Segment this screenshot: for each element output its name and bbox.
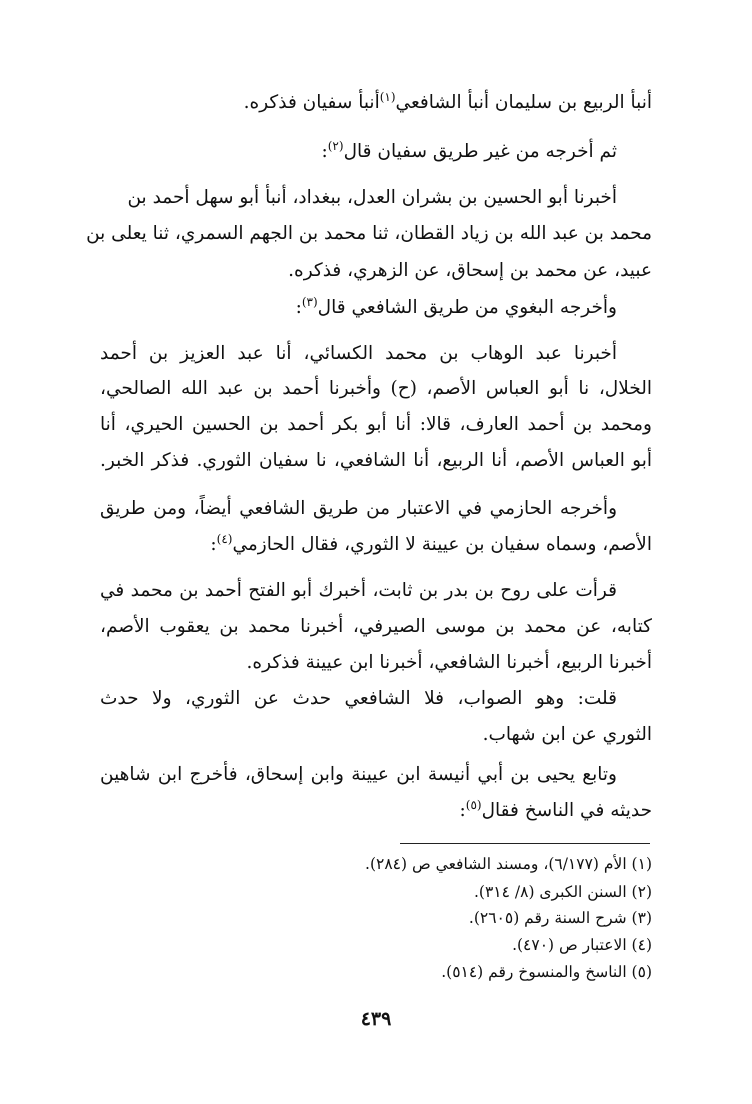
footnote-ref-3: (٣)	[301, 294, 318, 309]
text-line-9	[100, 410, 652, 440]
text-line-12-main: الأصم، وسماه سفيان بن عيينة لا الثوري، فقال الحازمي	[232, 534, 652, 555]
footnote-ref-5: (٥)	[465, 797, 482, 812]
text-line-15	[100, 648, 652, 678]
text-line-10-main: أبو العباس الأصم، أنا الربيع، أنا الشافعي، نا سفيان الثوري. فذكر الخبر.	[100, 450, 652, 471]
text-line-6-main: وأخرجه البغوي من طريق الشافعي قال	[317, 297, 617, 318]
footnote-ref-2: (٢)	[327, 138, 344, 153]
text-line-8-main: الخلال، نا أبو العباس الأصم، (ح) وأخبرنا أحمد بن عبد الله الصالحي،	[100, 378, 652, 399]
text-line-11	[100, 494, 617, 524]
text-line-18-main: وتابع يحيى بن أبي أنيسة ابن عيينة وابن إسحاق، فأخرج ابن شاهين	[100, 764, 617, 785]
footnote-4: (٤) الاعتبار ص (٤٧٠).	[512, 936, 652, 954]
text-line-12	[100, 530, 652, 560]
footnote-1: (١) الأم (٦/١٧٧)، ومسند الشافعي ص (٢٨٤).	[365, 855, 652, 873]
footnote-separator	[400, 843, 650, 844]
text-line-4-main: محمد بن عبد الله بن زياد القطان، ثنا محمد بن الجهم السمري، ثنا يعلى بن	[86, 223, 652, 244]
text-line-19	[100, 796, 652, 826]
text-line-5-main: عبيد، عن محمد بن إسحاق، عن الزهري، فذكره.	[288, 260, 652, 281]
text-line-19-main: حديثه في الناسخ فقال	[481, 800, 652, 821]
footnote-5: (٥) الناسخ والمنسوخ رقم (٥١٤).	[441, 963, 652, 981]
text-line-19-tail: :	[459, 800, 466, 821]
text-line-16	[100, 684, 617, 714]
text-line-1	[100, 88, 652, 118]
text-line-7	[100, 339, 617, 369]
text-line-9-main: ومحمد بن أحمد العارف، قالا: أنا أبو بكر أحمد بن الحسين الحيري، أنا	[100, 414, 652, 435]
footnote-ref-4: (٤)	[216, 531, 233, 546]
text-line-6	[100, 293, 617, 323]
footnote-ref-1: (١)	[379, 89, 396, 104]
text-line-17	[100, 720, 652, 750]
text-line-10	[100, 446, 652, 476]
text-line-18	[100, 760, 617, 790]
text-line-17-main: الثوري عن ابن شهاب.	[482, 724, 652, 745]
text-line-2	[100, 137, 617, 167]
text-line-2-tail: :	[321, 141, 328, 162]
text-line-7-main: أخبرنا عبد الوهاب بن محمد الكسائي، أنا عبد العزيز بن أحمد	[100, 343, 617, 364]
text-line-13-main: قرأت على روح بن بدر بن ثابت، أخبرك أبو الفتح أحمد بن محمد في	[100, 580, 617, 601]
text-line-14-main: كتابه، عن محمد بن موسى الصيرفي، أخبرنا محمد بن يعقوب الأصم،	[100, 616, 652, 637]
text-line-12-tail: :	[210, 534, 217, 555]
page-number: ٤٣٩	[360, 1008, 392, 1030]
text-line-1-main: أنبأ الربيع بن سليمان أنبأ الشافعي	[395, 92, 652, 113]
text-line-16-main: قلت: وهو الصواب، فلا الشافعي حدث عن الثوري، ولا حدث	[100, 688, 617, 709]
text-line-14	[100, 612, 652, 642]
footnote-2: (٢) السنن الكبرى (٨/ ٣١٤).	[473, 883, 652, 901]
text-line-5	[100, 256, 652, 286]
text-line-2-main: ثم أخرجه من غير طريق سفيان قال	[343, 141, 617, 162]
text-line-11-main: وأخرجه الحازمي في الاعتبار من طريق الشافعي أيضاً، ومن طريق	[100, 498, 617, 519]
footnote-3: (٣) شرح السنة رقم (٢٦٠٥).	[468, 909, 652, 927]
text-line-15-main: أخبرنا الربيع، أخبرنا الشافعي، أخبرنا ابن عيينة فذكره.	[246, 652, 652, 673]
text-line-13	[100, 576, 617, 606]
text-line-1-tail: أنبأ سفيان فذكره.	[243, 92, 380, 113]
text-line-6-tail: :	[295, 297, 302, 318]
text-line-4	[86, 219, 652, 249]
text-line-8	[100, 374, 652, 404]
text-line-3	[100, 183, 617, 213]
text-line-3-main: أخبرنا أبو الحسين بن بشران العدل، ببغداد، أنبأ أبو سهل أحمد بن	[127, 187, 617, 208]
